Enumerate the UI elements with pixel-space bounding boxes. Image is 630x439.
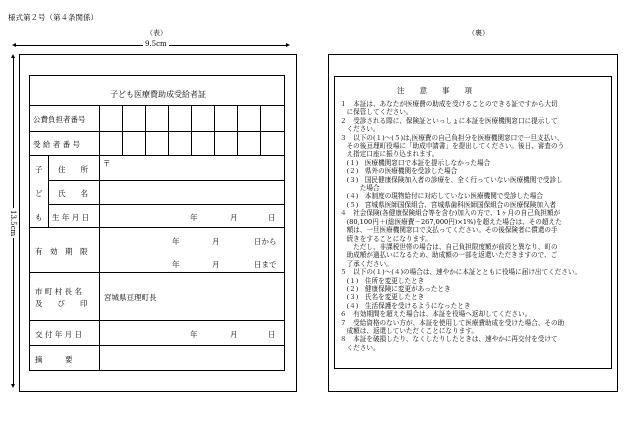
- divider: [48, 155, 49, 227]
- note-line: (４) 生活保護を受けるようになったとき: [340, 301, 471, 310]
- digit-box-divider: [168, 131, 169, 155]
- validity-until-month: 月: [212, 260, 220, 269]
- note-line: 続きをすることになります。: [340, 234, 432, 243]
- note-line: 助成額が過払いになるため、助成額の一部を返還いただきますので、ご: [340, 251, 558, 260]
- digit-box-divider: [145, 131, 146, 155]
- note-line: ８ 本証を破損したり、なくしたりしたときは、速やかに再交付を受けて: [340, 335, 558, 344]
- note-line: (80,100円＋(総医療費－267,000円)×1%)を超えた場合は、その超えた: [340, 217, 562, 226]
- arrow-right-icon: [286, 43, 290, 47]
- note-line: た場合: [340, 184, 380, 193]
- digit-box-divider: [122, 131, 123, 155]
- note-line: (５) 宮城県医師国保組合、宮城県歯科医師国保組合の医療保険加入者: [340, 200, 557, 209]
- note-line: 成額は、返還していただくことになります。: [340, 326, 478, 335]
- issue-day: 日: [268, 330, 276, 339]
- validity-from-month: 月: [212, 237, 220, 246]
- validity-until-year: 年: [172, 260, 180, 269]
- mayor-label-line1: 市 町 村 長 名: [35, 287, 83, 296]
- note-line: (２) 健康保険に変更があったとき: [340, 284, 451, 293]
- postal-mark: 〒: [103, 159, 111, 168]
- divider: [29, 155, 285, 156]
- arrow-down-icon: [11, 384, 15, 388]
- front-side-label: （表）: [146, 29, 167, 37]
- note-line: ３ 以下の(１)～(５)は,医療費の自己負担分を医療機関窓口で一旦支払い、: [340, 133, 564, 142]
- digit-box-divider: [145, 105, 146, 131]
- validity-label: 有 効 期 限: [35, 247, 88, 256]
- note-line: ください。: [340, 343, 380, 352]
- birth-day: 日: [268, 213, 276, 222]
- issue-year: 年: [190, 330, 198, 339]
- validity-from-day: 日から: [254, 237, 277, 246]
- note-line: ５ 以下の(１)～(４)の場合は、速やかに本証とともに役場に届け出てください。: [340, 268, 582, 277]
- notes-heading: 注 意 事 項: [397, 86, 472, 95]
- digit-box-divider: [237, 131, 238, 155]
- child-char-1: 子: [35, 165, 43, 174]
- digit-box-divider: [260, 105, 261, 131]
- divider: [29, 105, 285, 106]
- note-line: ６ 有効期間を超えた場合は、本証を役場へ返却してください。: [340, 310, 532, 319]
- notes-list: [340, 100, 610, 352]
- note-line: その後亘理町役場に「助成申請書」を提出してください。後日、審査のう: [340, 142, 565, 151]
- divider: [29, 345, 285, 346]
- birth-month: 月: [230, 213, 238, 222]
- mayor-name-value: 宮城県亘理町長: [104, 293, 157, 302]
- note-line: 了承ください。: [340, 259, 393, 268]
- note-line: (２) 県外の医療機関を受診した場合: [340, 167, 458, 176]
- note-line: ２ 受診される際に、保険証といっしょに本証を医療機関窓口に提示して: [340, 116, 558, 125]
- digit-box-divider: [260, 131, 261, 155]
- divider: [48, 204, 285, 205]
- digit-box-divider: [191, 105, 192, 131]
- digit-box-divider: [214, 105, 215, 131]
- mayor-label-line2: 及 び 印: [35, 299, 88, 308]
- note-line: ただし、非課税世帯の場合は、自己負担限度額が前段と異なり、町の: [340, 242, 558, 251]
- divider: [29, 131, 285, 132]
- remarks-label: 摘 要: [35, 355, 73, 364]
- note-line: に保管してください。: [340, 108, 413, 117]
- divider: [29, 272, 285, 273]
- note-line: 額は、一旦医療機関窓口で支払ってください。その後保険者に償還の手: [340, 226, 558, 235]
- digit-box-divider: [122, 105, 123, 131]
- digit-box-divider: [191, 131, 192, 155]
- divider: [29, 320, 285, 321]
- validity-from-year: 年: [172, 237, 180, 246]
- note-line: え指定口座に振り込まれます。: [340, 150, 439, 159]
- width-dimension-label: 9.5cm: [145, 40, 167, 48]
- recipient-number-label: 受 給 者 番 号: [33, 140, 81, 149]
- payer-number-label: 公費負担者番号: [33, 115, 86, 124]
- note-line: (１) 医療機関窓口で本証を提示しなかった場合: [340, 158, 491, 167]
- address-label: 住 所: [58, 165, 88, 174]
- form-number: 様式第２号（第４条関係）: [8, 13, 98, 22]
- validity-until-day: 日まで: [254, 260, 277, 269]
- note-line: ください。: [340, 125, 380, 134]
- form-title: 子ども医療費助成受給者証: [110, 90, 206, 99]
- height-dimension-label: 13.5cm: [9, 210, 17, 237]
- note-line: (１) 住所を変更したとき: [340, 276, 425, 285]
- note-line: ４ 社会保険(各健康保険組合等を含む)加入の方で、1ヶ月の自己負担額が: [340, 209, 561, 218]
- digit-box-divider: [237, 105, 238, 131]
- arrow-up-icon: [11, 54, 15, 58]
- divider: [99, 105, 100, 371]
- digit-box-divider: [168, 105, 169, 131]
- note-line: (４) 本制度の現物給付に対応していない医療機関で受診した場合: [340, 192, 543, 201]
- issue-date-label: 交 付 年 月 日: [35, 330, 83, 339]
- birth-year: 年: [190, 213, 198, 222]
- digit-box-divider: [214, 131, 215, 155]
- divider: [29, 227, 285, 228]
- arrow-left-icon: [12, 43, 16, 47]
- note-line: ７ 受給資格のない方が、本証を使用して医療費助成を受けた場合、その助: [340, 318, 565, 327]
- child-char-2: ど: [35, 189, 43, 198]
- note-line: (３) 国民健康保険加入者の診療を、全く行っていない医療機関で受診し: [340, 175, 563, 184]
- birth-date-label: 生 年 月 日: [52, 213, 90, 222]
- name-label: 氏 名: [58, 189, 88, 198]
- note-line: １ 本証は、あなたが医療費の助成を受けることのできる証ですから大切: [340, 100, 558, 108]
- note-line: (３) 氏名を変更したとき: [340, 293, 425, 302]
- child-char-3: も: [35, 213, 43, 222]
- back-side-label: （裏）: [468, 29, 489, 37]
- issue-month: 月: [230, 330, 238, 339]
- divider: [48, 180, 285, 181]
